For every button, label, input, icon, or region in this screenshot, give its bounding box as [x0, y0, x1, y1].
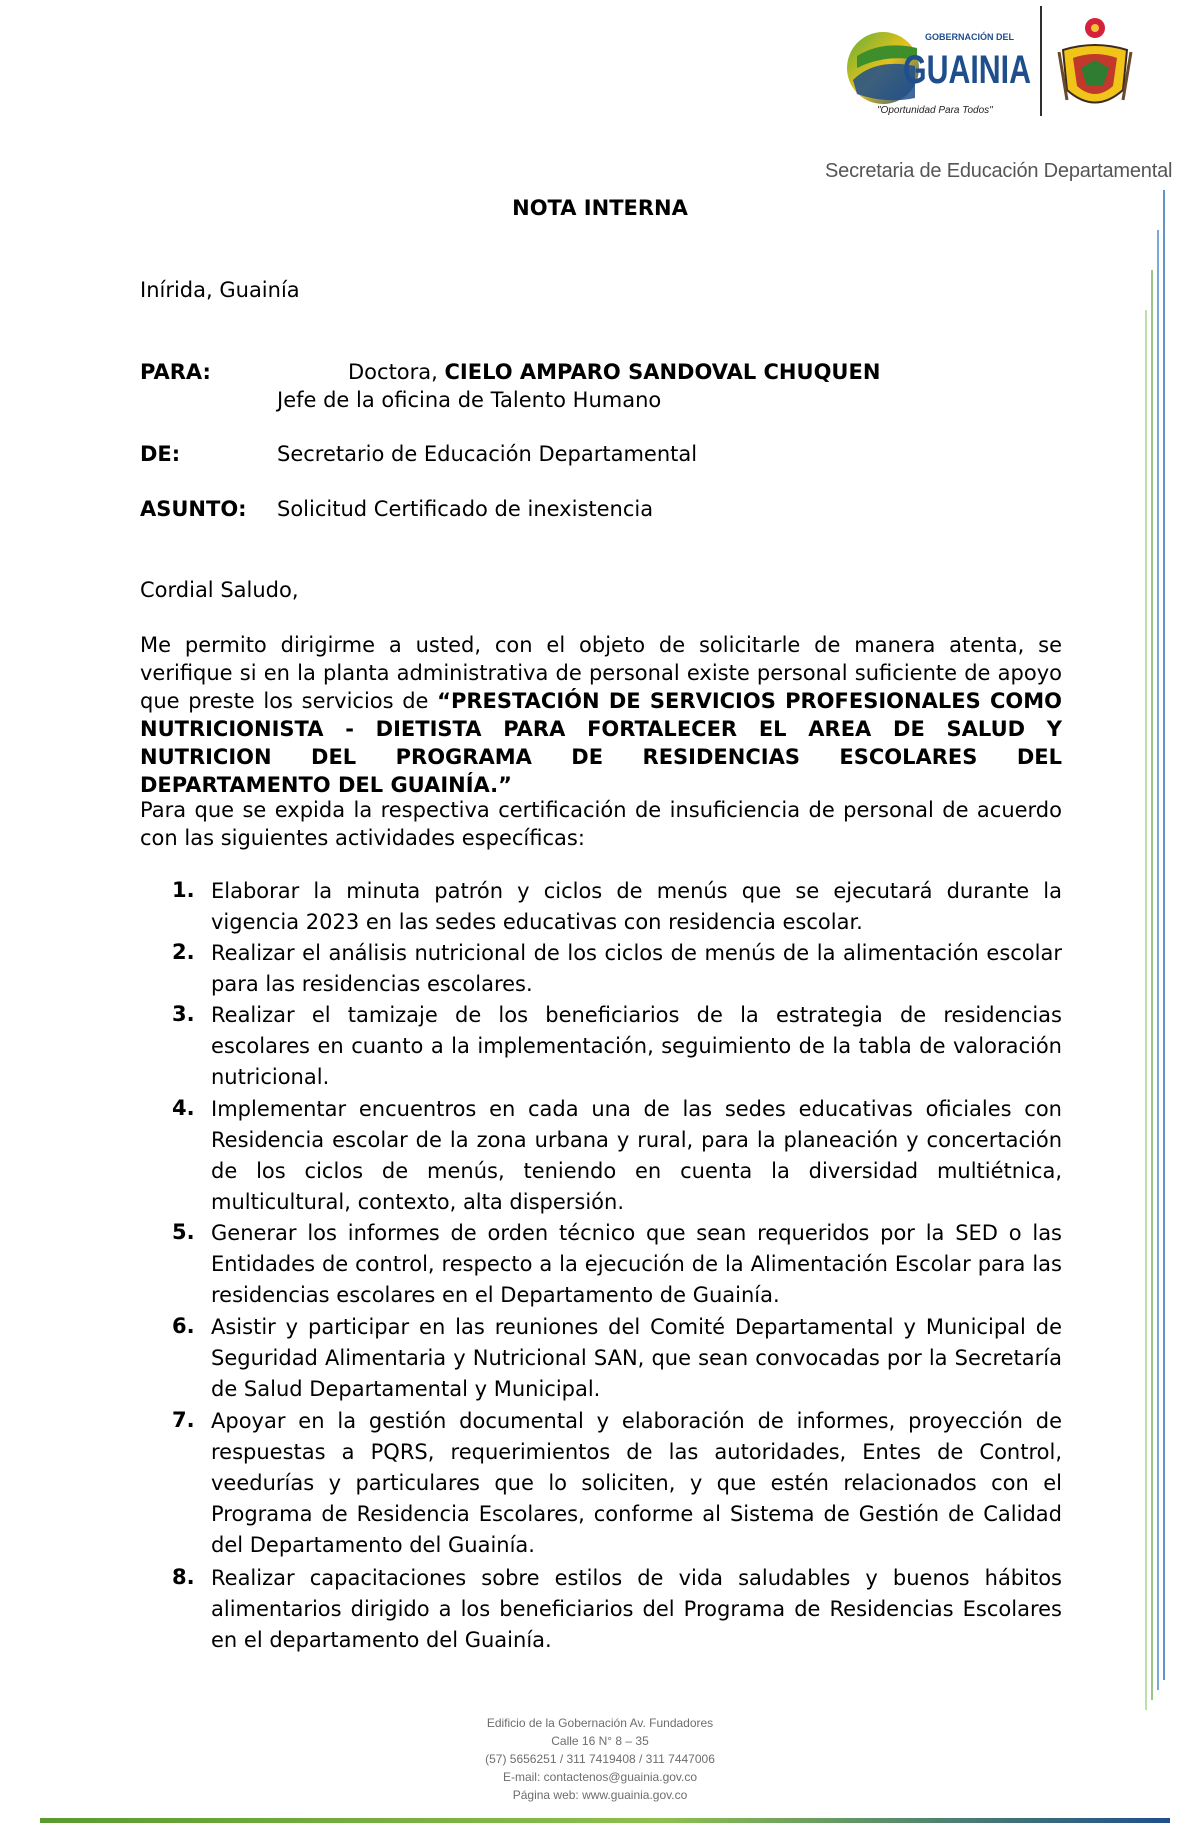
place-line: Inírida, Guainía [140, 278, 300, 302]
activity-number: 6. [172, 1314, 195, 1338]
asunto-label: ASUNTO: [140, 497, 247, 521]
footer-address [0, 1714, 1200, 1804]
activity-item: Realizar capacitaciones sobre estilos de vida saludables y buenos hábitos alimentarios dirigido a los beneficiarios del Programa de Residencias Escolares en el departamento del Guainía. [211, 1566, 1062, 1652]
activity-number: 7. [172, 1408, 195, 1432]
activity-number: 3. [172, 1002, 195, 1026]
activity-item: Asistir y participar en las reuniones del Comité Departamental y Municipal de Seguridad Alimentaria y Nutricional SAN, que sean convocadas por la Secretaría de Salud Departamental y Municipal. [211, 1315, 1062, 1401]
footer-line-building: Edificio de la Gobernación Av. Fundadores [486, 1716, 714, 1730]
para-position: Jefe de la oficina de Talento Humano [277, 388, 662, 412]
activity-item: Implementar encuentros en cada una de las sedes educativas oficiales con Residencia escolar de la zona urbana y rural, para la planeación y concertación de los ciclos de menús, teniendo en cuenta la diversidad multiétnica, multicultural, contexto, alta dispersión. [211, 1097, 1062, 1214]
footer-line-email[interactable]: E-mail: contactenos@guainia.gov.co [502, 1770, 698, 1784]
para-label: PARA: [140, 360, 211, 384]
activity-item: Generar los informes de orden técnico que sean requeridos por la SED o las Entidades de control, respecto a la ejecución de la Alimentación Escolar para las residencias escolares en el Departamento de Guainía. [211, 1221, 1062, 1307]
activity-number: 8. [172, 1565, 195, 1589]
activity-number: 2. [172, 940, 195, 964]
activity-item: Elaborar la minuta patrón y ciclos de menús que se ejecutará durante la vigencia 2023 en las sedes educativas con residencia escolar. [211, 879, 1062, 934]
coat-of-arms-icon [1055, 10, 1135, 120]
activity-number: 1. [172, 878, 195, 902]
para-name: CIELO AMPARO SANDOVAL CHUQUEN [444, 360, 881, 384]
body-followup: Para que se expida la respectiva certificación de insuficiencia de personal de acuerdo con las siguientes actividades específicas: [140, 798, 1062, 850]
para-salutation: Doctora, [348, 360, 438, 384]
de-label: DE: [140, 442, 181, 466]
footer-color-bar [40, 1818, 1170, 1823]
greeting: Cordial Saludo, [140, 578, 299, 602]
gov-name-text: GUAINIA [903, 48, 1031, 92]
activity-number: 5. [172, 1220, 195, 1244]
activity-item: Realizar el tamizaje de los beneficiarios de la estrategia de residencias escolares en cuanto a la implementación, seguimiento de la tabla de valoración nutricional. [211, 1003, 1062, 1089]
body-paragraph [140, 631, 1062, 799]
document-title: NOTA INTERNA [512, 196, 688, 220]
body-intro: Me permito dirigirme a usted, con el objeto de solicitarle de manera atenta, se verifique si en la planta administrativa de personal existe personal suficiente de apoyo que preste los servicios de [140, 633, 1062, 713]
asunto-value: Solicitud Certificado de inexistencia [277, 497, 654, 521]
slogan-text: "Oportunidad Para Todos" [877, 105, 993, 116]
side-decoration [1120, 190, 1170, 1710]
header-separator [1040, 6, 1042, 116]
footer-line-phone: (57) 5656251 / 311 7419408 / 311 7447006 [485, 1752, 715, 1766]
footer-line-website[interactable]: Página web: www.guainia.gov.co [512, 1788, 688, 1802]
de-value: Secretario de Educación Departamental [277, 442, 698, 466]
footer-line-street: Calle 16 N° 8 – 35 [551, 1734, 649, 1748]
department-office-label: Secretaria de Educación Departamental [825, 160, 1173, 182]
para-recipient [348, 358, 880, 386]
body-service: “PRESTACIÓN DE SERVICIOS PROFESIONALES COMO NUTRICIONISTA - DIETISTA PARA FORTALECER EL AREA DE SALUD Y NUTRICION DEL PROGRAMA DE RESIDENCIAS ESCOLARES DEL DEPARTAMENTO DEL GUAINÍA.” [140, 689, 1062, 797]
activity-number: 4. [172, 1096, 195, 1120]
guainia-government-logo [845, 18, 1035, 128]
gov-prefix-text: GOBERNACIÓN DEL [925, 32, 1015, 42]
activity-item: Apoyar en la gestión documental y elaboración de informes, proyección de respuestas a PQRS, requerimientos de las autoridades, Entes de Control, veedurías y particulares que lo soliciten, y que estén relacionados con el Programa de Residencia Escolares, conforme al Sistema de Gestión de Calidad del Departamento del Guainía. [211, 1409, 1062, 1557]
activity-item: Realizar el análisis nutricional de los ciclos de menús de la alimentación escolar para las residencias escolares. [211, 941, 1062, 996]
